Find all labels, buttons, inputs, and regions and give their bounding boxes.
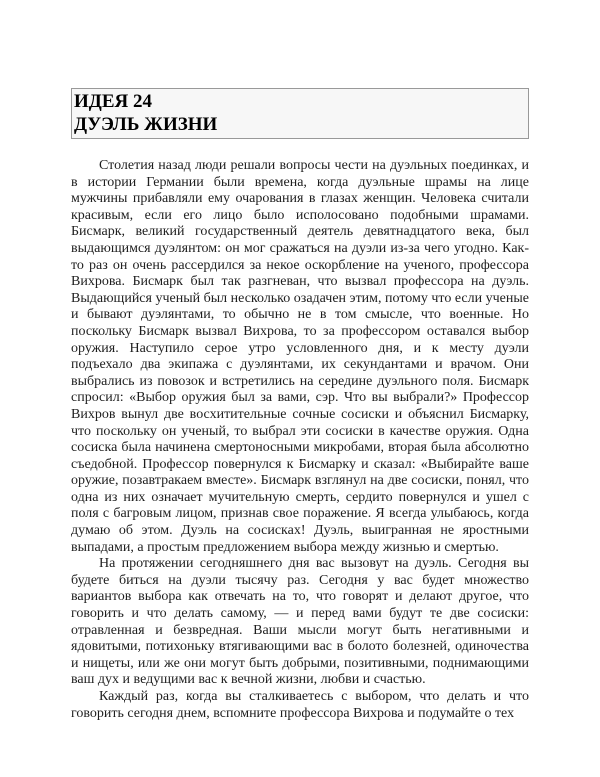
chapter-body	[71, 158, 529, 722]
chapter-title: ДУЭЛЬ ЖИЗНИ	[74, 114, 218, 135]
paragraph-2: На протяжении сегодняшнего дня вас вызовут на дуэль. Сегодня вы будете биться на дуэли тысячу раз. Сегодня у вас будет множество вариантов выбора как отвечать на то, что говорят и делают другое, что говорить и что делать самому, — и перед вами будут те две сосиски: отравленная и безвредная. Ваши мысли могут быть негативными и ядовитыми, потихоньку втягивающими вас в болото болезней, одиночества и нищеты, или же они могут быть добрыми, позитивными, поднимающими ваш дух и ведущими вас к вечной жизни, любви и счастью.	[71, 556, 529, 688]
paragraph-3: Каждый раз, когда вы сталкиваетесь с выбором, что делать и что говорить сегодня днем, вспомните профессора Вихрова и подумайте о тех	[71, 689, 529, 721]
chapter-number: ИДЕЯ 24	[74, 91, 152, 112]
paragraph-1: Столетия назад люди решали вопросы чести на дуэльных поединках, и в истории Германии были времена, когда дуэльные шрамы на лице мужчины прибавляли ему очарования в глазах женщин. Человека считали красивым, если его лицо было исполосовано подобными шрамами. Бисмарк, великий государственный деятель девятнадцатого века, был выдающимся дуэлянтом: он мог сражаться на дуэли из-за чего угодно. Как-то раз он очень рассердился за некое оскорбление на ученого, профессора Вихрова. Бисмарк был так разгневан, что вызвал профессора на дуэль. Выдающийся ученый был несколько озадачен этим, потому что если ученые и бывают дуэлянтами, то обычно не в том смысле, что военные. Но поскольку Бисмарк вызвал Вихрова, то за профессором оставался выбор оружия. Наступило серое утро условленного дня, и к месту дуэли подъехало два экипажа с дуэлянтами, их секундантами и врачом. Они выбрались из повозок и встретились на середине дуэльного поля. Бисмарк спросил: «Выбор оружия был за вами, сэр. Что вы выбрали?» Профессор Вихров вынул две восхитительные сочные сосиски и объяснил Бисмарку, что поскольку он ученый, то выбрал эти сосиски в качестве оружия. Одна сосиска была начинена смертоносными микробами, вторая была абсолютно съедобной. Профессор повернулся к Бисмарку и сказал: «Выбирайте ваше оружие, позавтракаем вместе». Бисмарк взглянул на две сосиски, понял, что одна из них означает мучительную смерть, сердито повернулся и ушел с поля с багровым лицом, признав свое поражение. Я всегда улыбаюсь, когда думаю об этом. Дуэль на сосисках! Дуэль, выигранная не яростными выпадами, а простым предложением выбора между жизнью и смертью.	[71, 158, 529, 555]
document-page	[71, 88, 529, 722]
chapter-heading-box	[71, 88, 529, 139]
